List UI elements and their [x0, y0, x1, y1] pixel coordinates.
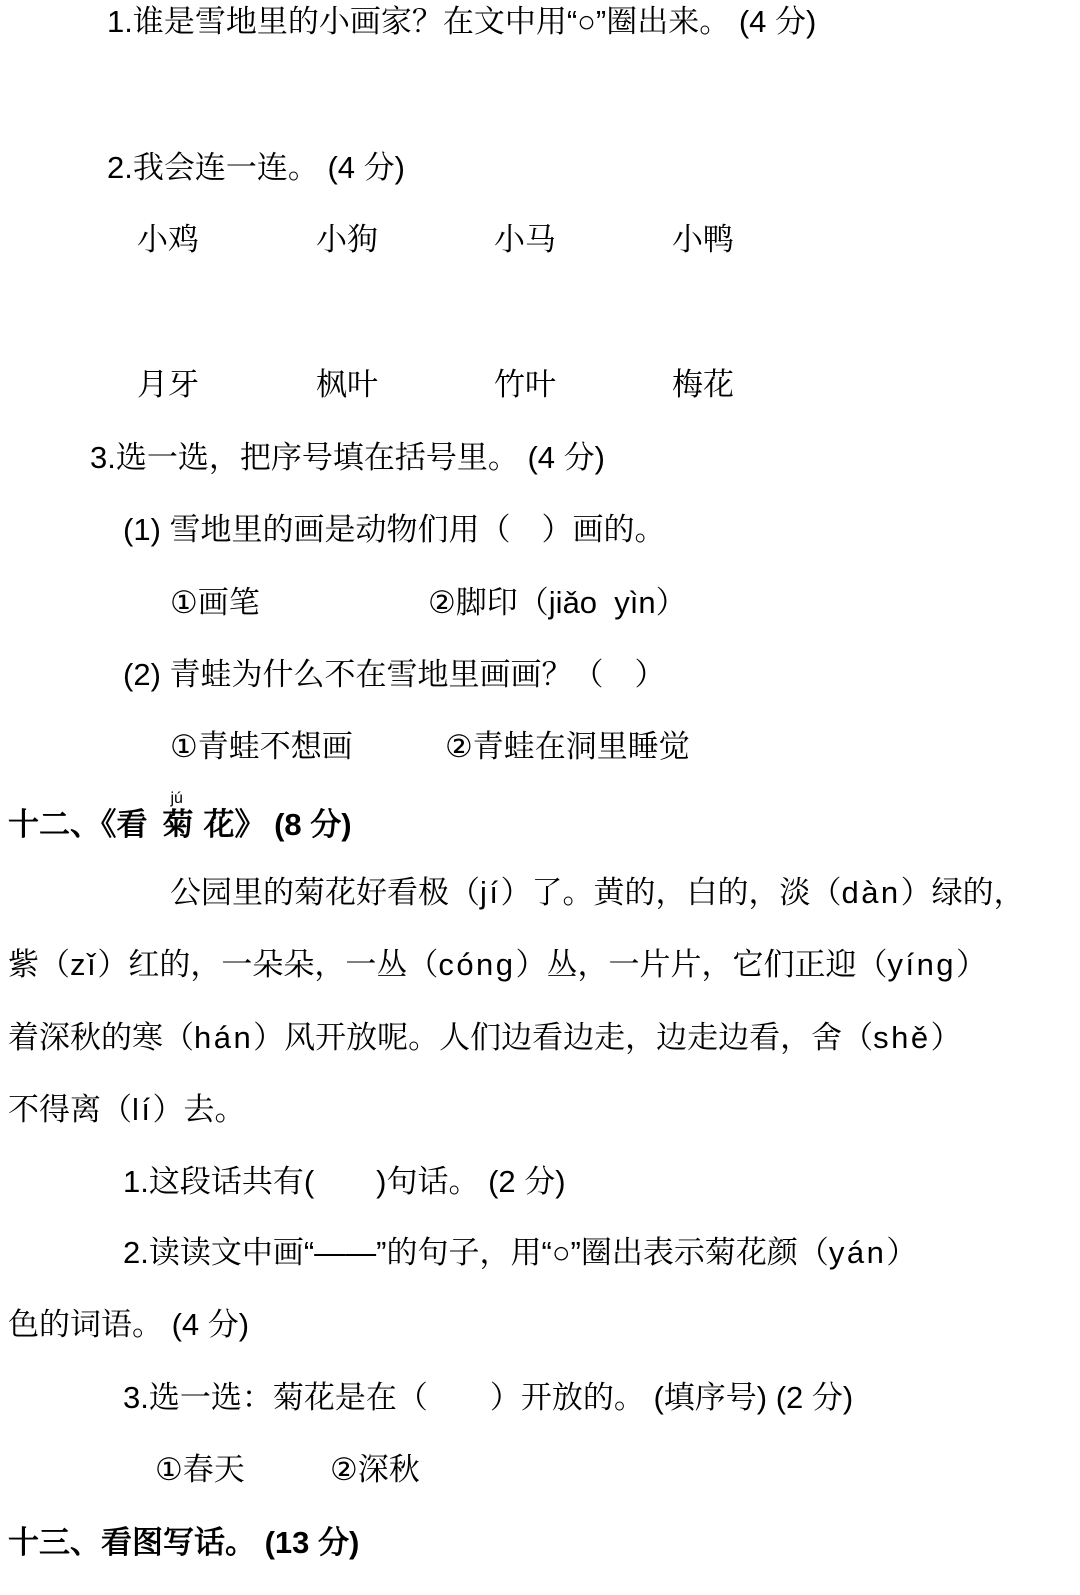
passage-text: ） — [956, 947, 988, 982]
section-13-heading: 十三、看图写话。 (13 分) — [8, 1525, 360, 1560]
passage-text: ）红的，一朵朵，一丛（ — [97, 947, 439, 982]
match-item-bottom: 枫叶 — [316, 367, 378, 402]
passage-line — [8, 1018, 962, 1058]
pinyin-annotation: jí — [480, 875, 501, 910]
match-item-bottom: 梅花 — [672, 367, 734, 402]
pinyin-annotation: yíng — [887, 947, 957, 982]
pinyin-annotation: cóng — [438, 947, 516, 982]
question-text: ） — [886, 1235, 918, 1270]
question-3: 3.选一选，把序号填在括号里。 (4 分) — [90, 440, 605, 475]
passage-text: ）了。黄的，白的，淡（ — [500, 875, 842, 910]
match-item-top: 小马 — [494, 222, 556, 257]
section-12-question-2-continued: 色的词语。 (4 分) — [8, 1307, 250, 1342]
match-item-bottom: 竹叶 — [494, 367, 556, 402]
option-item: ①春天 — [155, 1452, 245, 1487]
match-item-bottom: 月牙 — [137, 367, 199, 402]
heading-title-start: 十二、《看 — [8, 807, 148, 842]
passage-text: 紫（ — [8, 947, 70, 982]
pinyin-annotation: shě — [873, 1020, 931, 1055]
passage-text: ）风开放呢。人们边看边走，边走边看，舍（ — [253, 1020, 874, 1055]
pinyin-annotation: lí — [132, 1092, 153, 1127]
option-item: ②脚印（jiǎo yìn） — [428, 585, 687, 620]
option-item: ①青蛙不想画 — [170, 729, 353, 764]
passage-text: ）丛，一片片，它们正迎（ — [515, 947, 888, 982]
passage-text: 不得离（ — [8, 1092, 132, 1127]
question-text: 2.读读文中画“——”的句子，用“○”圈出表示菊花颜（ — [123, 1235, 829, 1270]
section-12-question-1: 1.这段话共有( )句话。 (2 分) — [123, 1164, 566, 1199]
section-12-question-2 — [123, 1233, 917, 1273]
option-item: ②青蛙在洞里睡觉 — [445, 729, 690, 764]
passage-text: 公园里的菊花好看极（ — [170, 875, 480, 910]
passage-text: ） — [930, 1020, 962, 1055]
passage-text: ）去。 — [152, 1092, 246, 1127]
passage-line — [8, 1090, 245, 1130]
passage-text: 着深秋的寒（ — [8, 1020, 194, 1055]
heading-score: (8 分) — [265, 807, 352, 842]
match-item-top: 小狗 — [316, 222, 378, 257]
section-12-heading — [8, 790, 352, 845]
option-item: ①画笔 — [170, 585, 260, 620]
pinyin-annotation: hán — [194, 1020, 254, 1055]
passage-line — [170, 873, 1025, 913]
section-12-question-3: 3.选一选：菊花是在（ ）开放的。 (填序号) (2 分) — [123, 1380, 854, 1415]
ruby-annotated-char — [162, 790, 194, 845]
question-3-2: (2) 青蛙为什么不在雪地里画画？（ ） — [123, 657, 666, 692]
heading-title-end: 花》 — [203, 807, 266, 842]
match-item-top: 小鸡 — [137, 222, 199, 257]
passage-line — [8, 945, 987, 985]
ruby-base-char: 菊 — [162, 807, 194, 842]
match-item-top: 小鸭 — [672, 222, 734, 257]
question-2: 2.我会连一连。 (4 分) — [107, 150, 405, 185]
ruby-pinyin: jú — [170, 790, 183, 807]
pinyin-annotation: yán — [828, 1235, 887, 1270]
pinyin-annotation: dàn — [841, 875, 901, 910]
question-1: 1.谁是雪地里的小画家？在文中用“○”圈出来。 (4 分) — [107, 4, 817, 39]
option-item: ②深秋 — [330, 1452, 420, 1487]
question-3-1: (1) 雪地里的画是动物们用（ ）画的。 — [123, 512, 666, 547]
pinyin-annotation: zǐ — [70, 947, 98, 982]
passage-text: ）绿的， — [900, 875, 1025, 910]
